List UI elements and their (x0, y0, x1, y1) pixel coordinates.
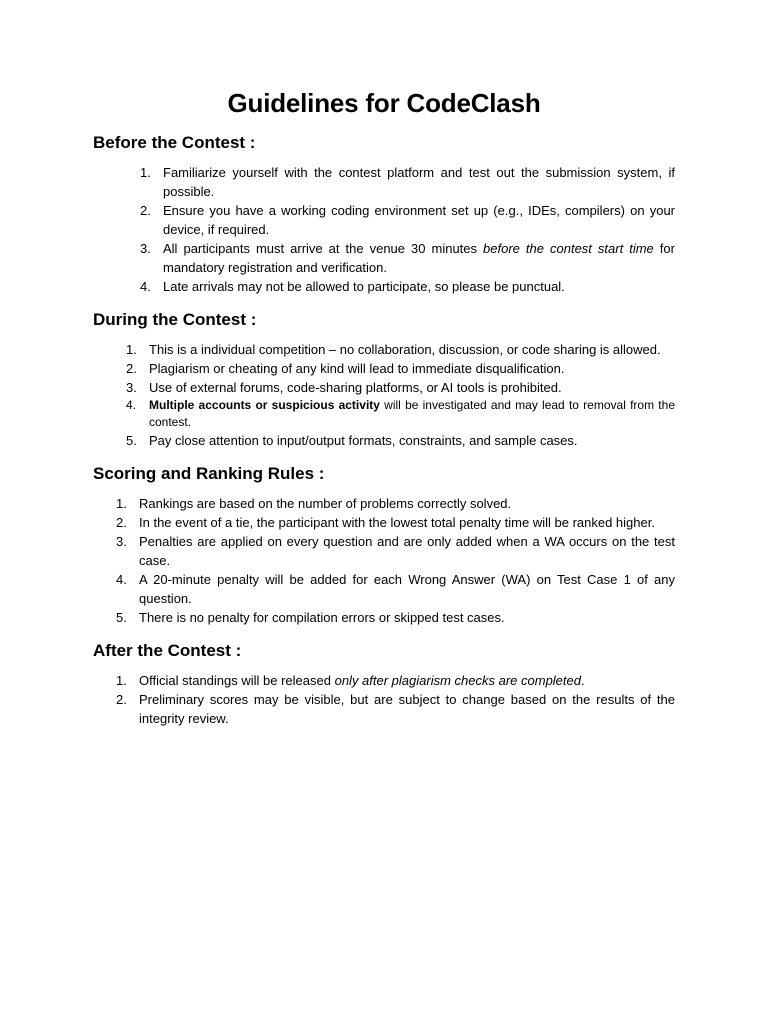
list-item (140, 277, 675, 296)
list-text: Pay close attention to input/output formats, constraints, and sample cases. (149, 433, 578, 448)
list-number: 4. (140, 279, 151, 294)
list-number: 3. (140, 241, 151, 256)
list-item (116, 608, 675, 627)
section-heading-after: After the Contest : (93, 641, 242, 660)
list-number: 1. (116, 673, 127, 688)
section-heading-scoring: Scoring and Ranking Rules : (93, 464, 325, 483)
list-number: 5. (126, 433, 137, 448)
list-number: 3. (116, 534, 127, 549)
section-heading-before: Before the Contest : (93, 133, 256, 152)
list-number: 4. (126, 398, 137, 412)
list-text: Familiarize yourself with the contest platform and test out the submission system, if possible. (163, 165, 675, 199)
list-number: 2. (116, 692, 127, 707)
list-text: Penalties are applied on every question and are only added when a WA occurs on the test case. (139, 534, 675, 568)
list-item (116, 690, 675, 728)
list-item (140, 163, 675, 201)
list-number: 1. (126, 342, 137, 357)
list-text-strong: Multiple accounts or suspicious activity (149, 398, 380, 412)
page-title: Guidelines for CodeClash (227, 88, 541, 118)
list-item (116, 570, 675, 608)
list-number: 1. (116, 496, 127, 511)
scoring-list (116, 494, 675, 627)
list-text: In the event of a tie, the participant with the lowest total penalty time will be ranked higher. (139, 515, 655, 530)
list-item (116, 494, 675, 513)
during-list (126, 340, 675, 450)
list-text: Preliminary scores may be visible, but are subject to change based on the results of the integrity review. (139, 692, 675, 726)
list-number: 2. (140, 203, 151, 218)
list-item (126, 359, 675, 378)
list-number: 2. (116, 515, 127, 530)
list-text-post: . (580, 673, 585, 688)
after-list (116, 671, 675, 728)
list-text: A 20-minute penalty will be added for each Wrong Answer (WA) on Test Case 1 of any question. (139, 572, 675, 606)
section-heading-during: During the Contest : (93, 310, 257, 329)
list-text-pre: All participants must arrive at the venue 30 minutes (163, 241, 484, 256)
list-item (116, 671, 675, 690)
list-text-emphasis: before the contest start time (483, 241, 654, 256)
list-item (116, 513, 675, 532)
list-number: 1. (140, 165, 151, 180)
before-list (140, 163, 675, 296)
list-text-pre: Official standings will be released (139, 673, 335, 688)
list-number: 2. (126, 361, 137, 376)
list-text-post: for mandatory registration and verification. (163, 241, 675, 275)
list-text: Late arrivals may not be allowed to participate, so please be punctual. (163, 279, 565, 294)
list-item (126, 340, 675, 359)
list-item (126, 431, 675, 450)
list-text: Use of external forums, code-sharing platforms, or AI tools is prohibited. (149, 380, 562, 395)
list-item (140, 239, 675, 277)
list-text: This is a individual competition – no collaboration, discussion, or code sharing is allowed. (149, 342, 661, 357)
list-number: 4. (116, 572, 127, 587)
list-item (116, 532, 675, 570)
list-text: Ensure you have a working coding environment set up (e.g., IDEs, compilers) on your device, if required. (163, 203, 675, 237)
list-item (140, 201, 675, 239)
list-text-emphasis: only after plagiarism checks are completed (334, 673, 581, 688)
list-text: Plagiarism or cheating of any kind will lead to immediate disqualification. (149, 361, 565, 376)
list-number: 3. (126, 380, 137, 395)
list-item (126, 378, 675, 397)
list-text: Rankings are based on the number of problems correctly solved. (139, 496, 512, 511)
list-number: 5. (116, 610, 127, 625)
list-item (126, 397, 675, 431)
list-text-post: will be investigated and may lead to removal from the contest. (149, 398, 675, 429)
list-text: There is no penalty for compilation errors or skipped test cases. (139, 610, 505, 625)
